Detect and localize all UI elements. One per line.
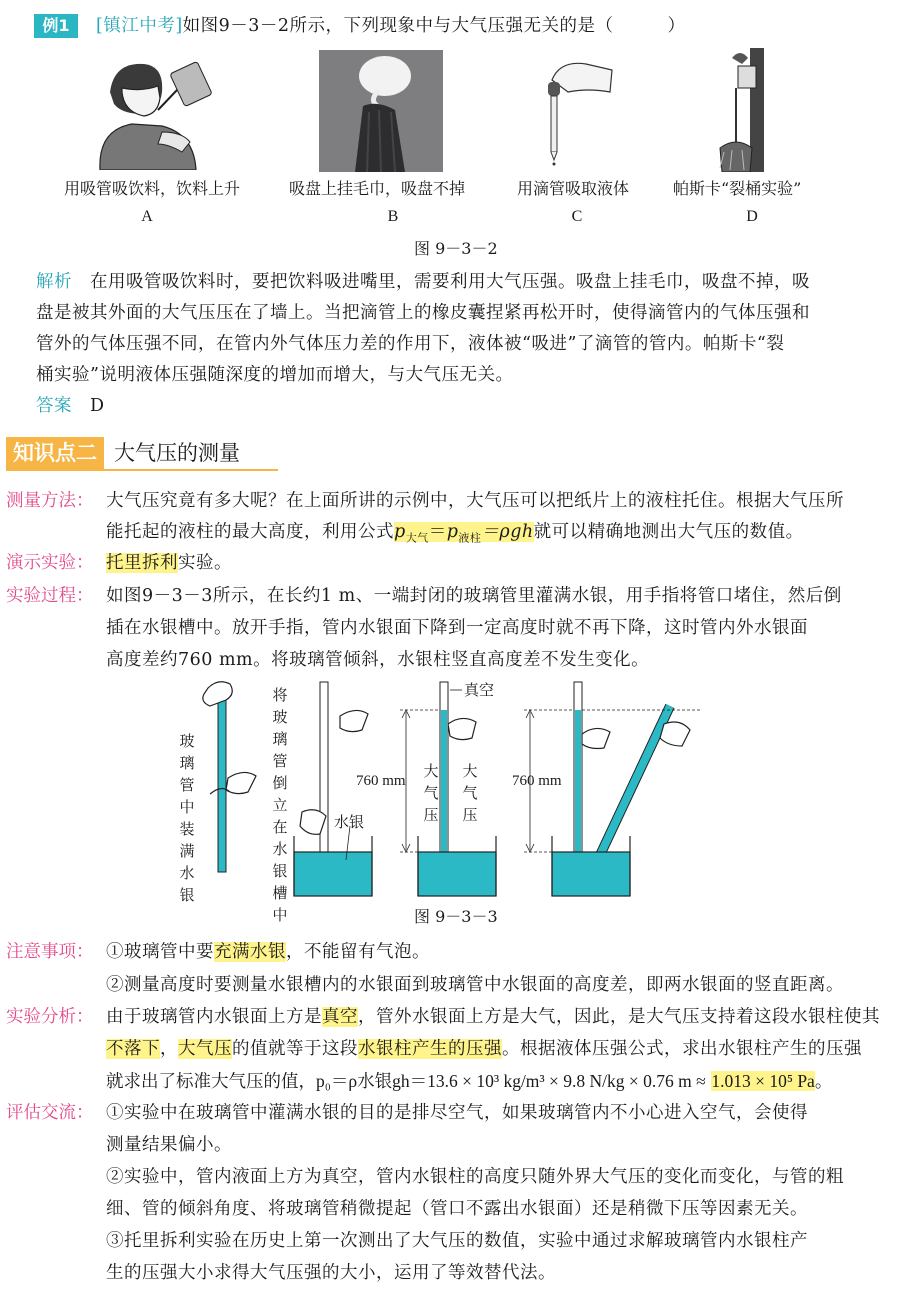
evaluation-line-2: 测量结果偏小。: [106, 1135, 232, 1155]
analysis2-line-1: 由于玻璃管内水银面上方是真空，管外水银面上方是大气，因此，是大气压支持着这段水银柱使其: [106, 1007, 880, 1027]
figure2-title: 图 9－3－3: [414, 907, 498, 926]
demo-line: 托里拆利实验。: [106, 553, 232, 573]
evaluation-line-1: ①实验中在玻璃管中灌满水银的目的是排尽空气，如果玻璃管内不小心进入空气，会使得: [106, 1103, 808, 1123]
evaluation-line-4: 细、管的倾斜角度、将玻璃管稍微提起（管口不露出水银面）还是稍微下压等因素无关。: [106, 1199, 808, 1219]
air-pressure-label-2: 大气压: [462, 762, 478, 824]
evaluation-line-6: 生的压强大小求得大气压强的大小，运用了等效替代法。: [106, 1263, 556, 1283]
suction-cup-towel-icon: [319, 50, 443, 172]
answer-label: 答案: [36, 396, 72, 416]
barrel-experiment-icon: [716, 48, 776, 172]
option-d-caption: 帕斯卡“裂桶实验”: [673, 179, 802, 198]
example-source: [镇江中考]: [96, 16, 183, 36]
boy-straw-icon: [92, 52, 212, 170]
analysis2-line-3: 就求出了标准大气压的值，p₀＝ρ水银gh＝13.6 × 10³ kg/m³ × 9.8 N/kg × 0.76 m ≈ 1.013 × 10⁵ Pa。: [106, 1071, 833, 1092]
method-line-1: 大气压究竟有多大呢？在上面所讲的示例中，大气压可以把纸片上的液柱托住。根据大气压所: [106, 491, 844, 511]
analysis2-line-2: 不落下，大气压的值就等于这段水银柱产生的压强。根据液体压强公式，求出水银柱产生的压强: [106, 1039, 862, 1059]
process-line-1: 如图9－3－3所示，在长约1 m、一端封闭的玻璃管里灌满水银，用手指将管口堵住，然后倒: [106, 586, 842, 606]
section-divider: [6, 469, 278, 471]
evaluation-label: 评估交流：: [6, 1103, 94, 1123]
section-title: 大气压的测量: [114, 441, 240, 465]
answer-value: D: [90, 396, 105, 416]
notes-label: 注意事项：: [6, 942, 94, 962]
evaluation-line-3: ②实验中，管内液面上方为真空，管内水银柱的高度只随外界大气压的变化而变化，与管的粗: [106, 1167, 844, 1187]
analysis-line-4: 桶实验”说明液体压强随深度的增加而增大，与大气压无关。: [36, 365, 514, 385]
height-label-2: 760 mm: [512, 773, 562, 789]
air-pressure-label-1: 大气压: [423, 762, 439, 824]
method-label: 测量方法：: [6, 491, 94, 511]
option-d-letter: D: [746, 208, 758, 225]
section-badge: 知识点二: [6, 437, 104, 469]
vacuum-label: 真空: [464, 683, 495, 699]
method-formula: $p_{大气}=p_{液柱}=\rho gh$: [394, 522, 534, 545]
option-a-caption: 用吸管吸饮料，饮料上升: [64, 179, 241, 198]
process-line-2: 插在水银槽中。放开手指，管内水银面下降到一定高度时就不再下降，这时管内外水银面: [106, 618, 808, 638]
height-label-1: 760 mm: [356, 773, 406, 789]
figure1-title: 图 9－3－2: [414, 239, 498, 258]
process-label: 实验过程：: [6, 586, 94, 606]
option-b-caption: 吸盘上挂毛巾，吸盘不掉: [289, 179, 466, 198]
torricelli-diagram: [170, 676, 710, 898]
option-b-letter: B: [387, 208, 399, 225]
example-badge: 例1: [34, 14, 78, 38]
analysis-line-2: 盘是被其外面的大气压压在了墙上。当把滴管上的橡皮囊捏紧再松开时，使得滴管内的气体压强和: [36, 303, 810, 323]
analysis-line-1: 解析 在用吸管吸饮料时，要把饮料吸进嘴里，需要利用大气压强。吸盘上挂毛巾，吸盘不掉，吸: [36, 272, 810, 292]
option-a-letter: A: [141, 208, 153, 225]
evaluation-line-5: ③托里拆利实验在历史上第一次测出了大气压的数值，实验中通过求解玻璃管内水银柱产: [106, 1231, 808, 1251]
example-question: [96, 14, 686, 38]
notes-line-2: ②测量高度时要测量水银槽内的水银面到玻璃管中水银面的高度差，即两水银面的竖直距离。: [106, 975, 844, 995]
process-line-3: 高度差约760 mm。将玻璃管倾斜，水银柱竖直高度差不发生变化。: [106, 650, 650, 670]
method-line-2: 能托起的液柱的最大高度，利用公式$p_{大气}=p_{液柱}=\rho gh$就可以精确地测出大气压的数值。: [106, 522, 804, 545]
step2-label: 将玻璃管倒立在水银槽中: [272, 686, 288, 924]
analysis-line-3: 管外的气体压强不同，在管内外气体压力差的作用下，液体被“吸进”了滴管的管内。帕斯卡“裂: [36, 334, 785, 354]
dropper-icon: [538, 52, 614, 170]
analysis2-label: 实验分析：: [6, 1007, 94, 1027]
mercury-label: 水银: [334, 815, 365, 831]
analysis-label: 解析: [36, 272, 72, 292]
option-c-letter: C: [571, 208, 583, 225]
example-question-text: 如图9－3－2所示，下列现象中与大气压强无关的是（ ）: [182, 16, 686, 36]
demo-label: 演示实验：: [6, 553, 94, 573]
step1-label: 玻璃管中装满水银: [179, 732, 195, 904]
option-c-caption: 用滴管吸取液体: [517, 179, 630, 198]
notes-line-1: ①玻璃管中要充满水银，不能留有气泡。: [106, 942, 430, 962]
answer-line: [36, 394, 105, 418]
